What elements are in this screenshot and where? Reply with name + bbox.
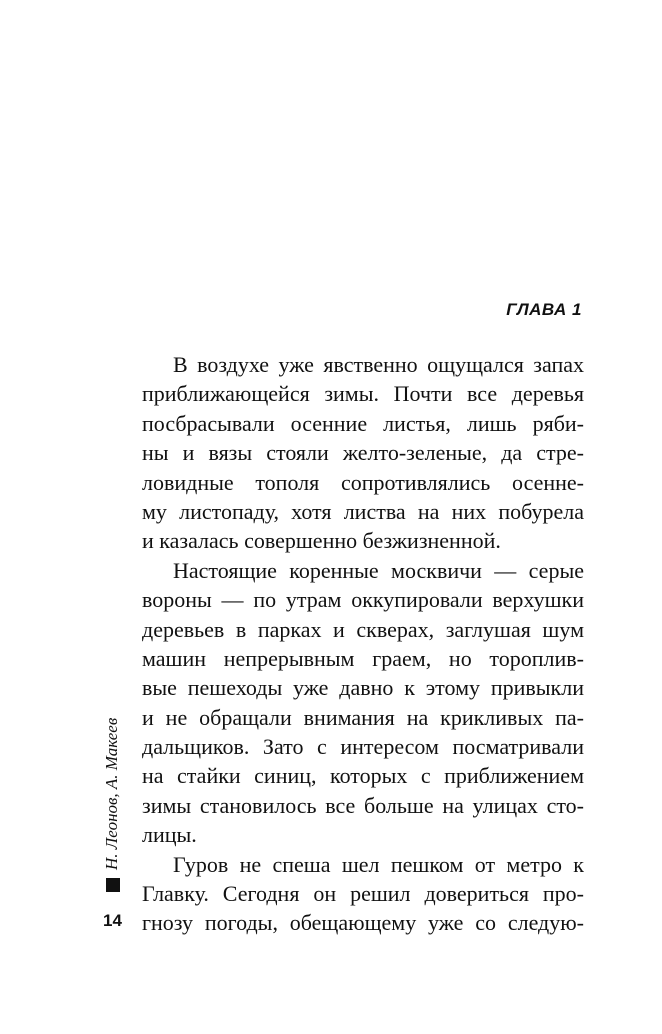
author-side-label: Н. Леонов, А. Макеев xyxy=(102,717,121,870)
text-line: зимы становилось все больше на улицах сто- xyxy=(142,792,584,818)
text-line: дальщиков. Зато с интересом посматривали xyxy=(142,734,584,760)
text-line: Главку. Сегодня он решил довериться про- xyxy=(142,881,584,907)
text-line: ны и вязы стояли желто-зеленые, да стре- xyxy=(142,440,584,466)
square-bullet-icon xyxy=(106,878,120,892)
text-line: вые пешеходы уже давно к этому привыкли xyxy=(142,675,584,701)
text-line: В воздухе уже явственно ощущался запах xyxy=(173,352,584,377)
text-line: вороны — по утрам оккупировали верхушки xyxy=(142,587,584,613)
body-text xyxy=(142,350,584,938)
text-line: му листопаду, хотя листва на них побурела xyxy=(142,498,584,524)
text-line: машин непрерывным граем, но тороплив- xyxy=(142,645,584,671)
text-line: и не обращали внимания на крикливых па- xyxy=(142,704,584,730)
text-line: гнозу погоды, обещающему уже со следую- xyxy=(142,910,584,936)
text-line: ловидные тополя сопротивлялись осенне- xyxy=(142,469,584,495)
text-line: Гуров не спеша шел пешком от метро к xyxy=(173,851,584,877)
paragraph-3 xyxy=(142,850,584,938)
page-number: 14 xyxy=(103,911,122,930)
text-line: лицы. xyxy=(142,822,197,848)
text-line: на стайки синиц, которых с приближением xyxy=(142,763,584,789)
chapter-title: ГЛАВА 1 xyxy=(506,300,582,319)
text-line: Настоящие коренные москвичи — серые xyxy=(173,557,584,583)
paragraph-2 xyxy=(142,556,584,850)
text-line: посбрасывали осенние листья, лишь ряби- xyxy=(142,410,584,436)
text-line: и казалась совершенно безжизненной. xyxy=(142,528,501,554)
paragraph-1 xyxy=(142,350,584,556)
text-line: деревьев в парках и скверах, заглушая шум xyxy=(142,616,584,642)
text-line: приближающейся зимы. Почти все деревья xyxy=(142,381,584,407)
